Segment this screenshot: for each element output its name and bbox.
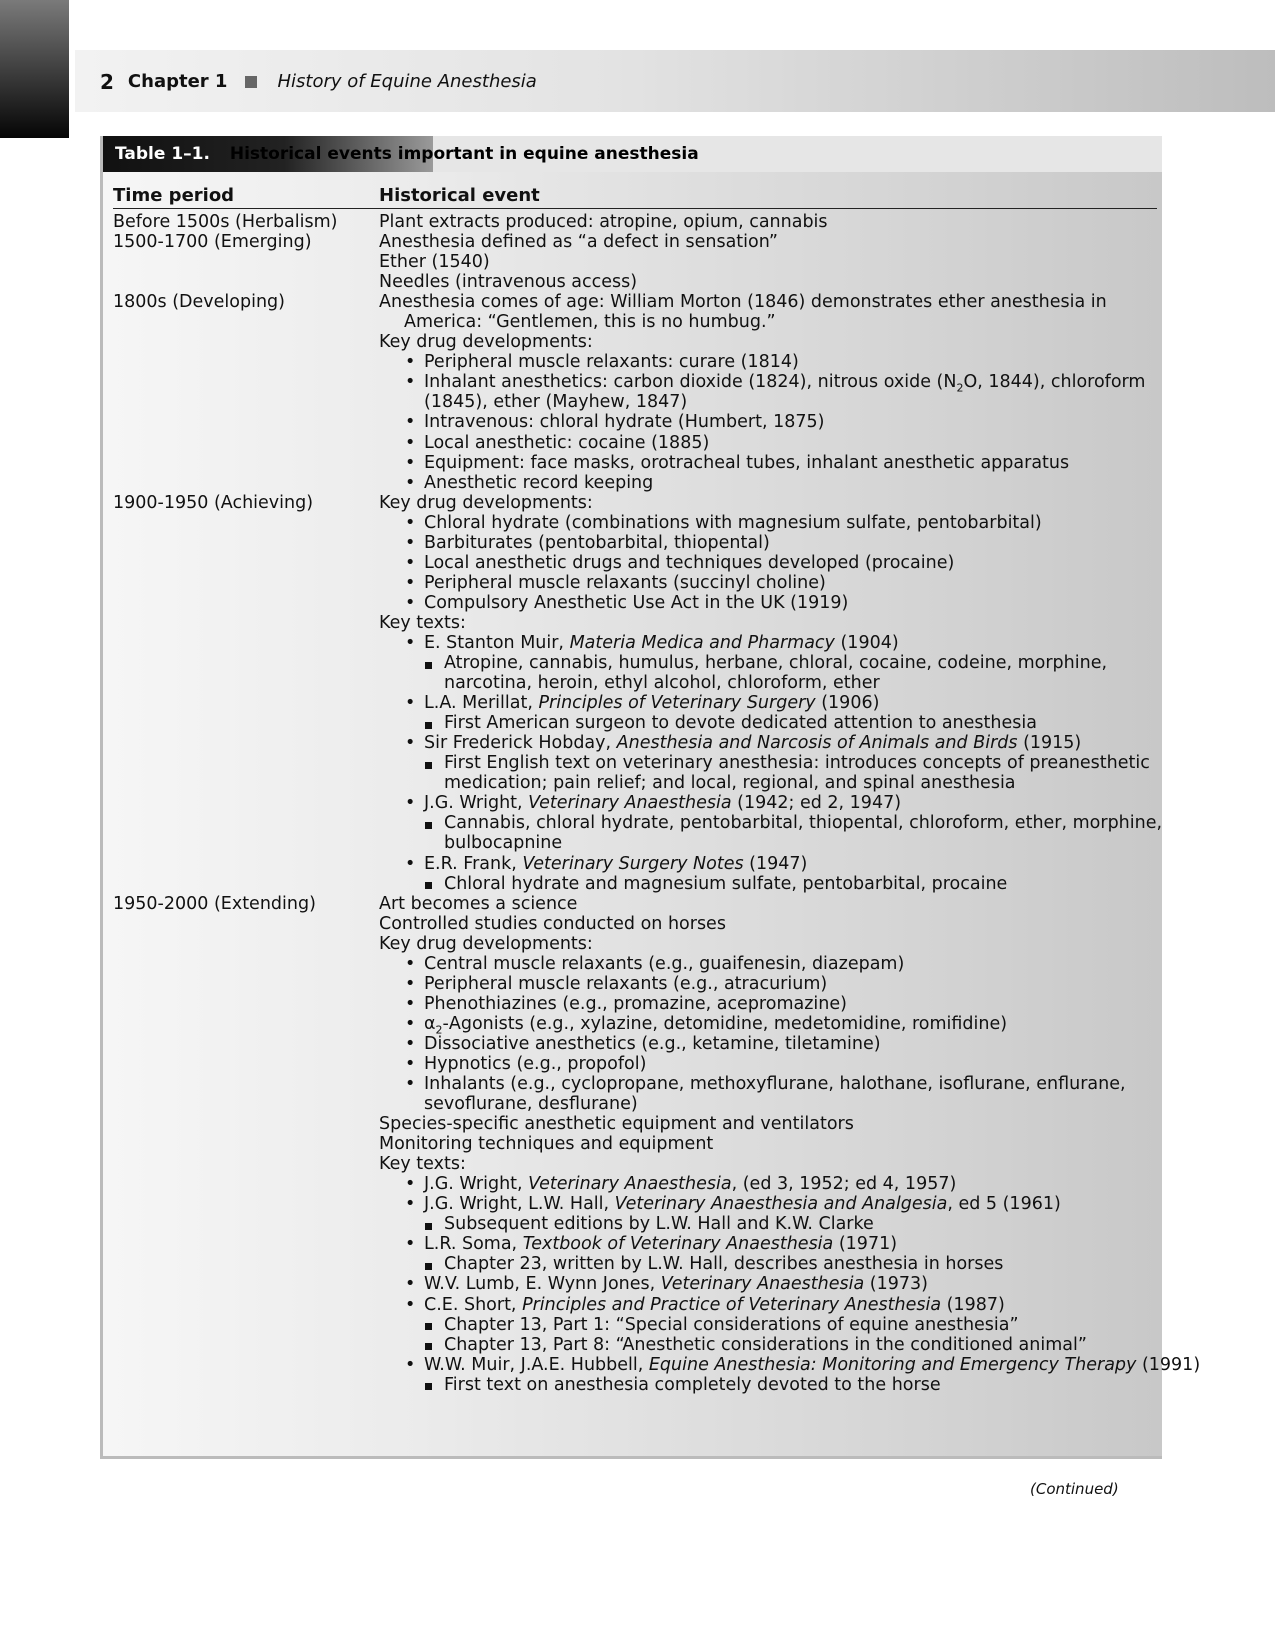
event-line xyxy=(379,974,1149,994)
event-line xyxy=(379,352,1149,372)
event-line xyxy=(379,733,1149,753)
bullet-square-icon xyxy=(425,874,444,894)
event-line xyxy=(379,412,1149,432)
event-line xyxy=(379,613,1149,633)
event-text: Hypnotics (e.g., propofol) xyxy=(424,1053,647,1074)
event-line xyxy=(379,713,1149,733)
bullet-dot-icon: • xyxy=(405,572,416,593)
event-line xyxy=(379,813,1163,834)
event-line xyxy=(379,854,1149,874)
event-text: Dissociative anesthetics (e.g., ketamine, tiletamine) xyxy=(424,1033,881,1054)
event-line xyxy=(379,894,1149,914)
event-line xyxy=(379,914,1149,934)
event-line xyxy=(379,1034,1149,1054)
event-line xyxy=(379,633,1149,653)
event-line xyxy=(379,1354,1201,1375)
event-column xyxy=(379,212,1201,1395)
table-caption xyxy=(115,142,699,166)
event-text: First American surgeon to devote dedicated attention to anesthesia xyxy=(444,713,1037,734)
bullet-square-icon xyxy=(425,1214,444,1234)
bullet-dot-icon: • xyxy=(405,1354,416,1375)
event-text: J.G. Wright, Veterinary Anaesthesia, (ed 3, 1952; ed 4, 1957) xyxy=(424,1174,957,1195)
event-line xyxy=(379,533,1149,553)
bullet-dot-icon: • xyxy=(405,452,416,473)
bullet-dot-icon: • xyxy=(405,592,416,613)
time-period-label: Before 1500s (Herbalism) xyxy=(113,212,338,232)
page-number: 2 xyxy=(100,70,114,94)
event-text: Ether (1540) xyxy=(379,252,490,273)
event-line xyxy=(379,934,1149,954)
event-text: Key texts: xyxy=(379,1154,466,1175)
bullet-dot-icon: • xyxy=(405,1053,416,1074)
event-line xyxy=(379,593,1149,613)
event-line xyxy=(379,1295,1149,1315)
event-line xyxy=(379,392,1149,412)
event-line xyxy=(379,252,1149,272)
event-text: Anesthesia defined as “a defect in sensation” xyxy=(379,232,778,253)
bullet-dot-icon: • xyxy=(405,412,416,433)
event-text: Intravenous: chloral hydrate (Humbert, 1875) xyxy=(424,412,825,433)
event-text: Key texts: xyxy=(379,612,466,633)
bullet-dot-icon: • xyxy=(405,1174,416,1195)
event-text: narcotina, heroin, ethyl alcohol, chloroform, ether xyxy=(444,673,880,694)
event-line xyxy=(379,1094,1149,1114)
bullet-square-icon xyxy=(425,653,444,673)
event-text: Chloral hydrate and magnesium sulfate, pentobarbital, procaine xyxy=(444,873,1008,894)
event-line xyxy=(379,1134,1149,1154)
time-period-label: 1800s (Developing) xyxy=(113,292,285,313)
table-number: Table 1–1. xyxy=(115,144,210,164)
bullet-dot-icon: • xyxy=(405,1013,416,1034)
event-text: Key drug developments: xyxy=(379,332,593,353)
event-text: First text on anesthesia completely devoted to the horse xyxy=(444,1374,941,1395)
event-text: Inhalant anesthetics: carbon dioxide (1824), nitrous oxide ($N_2O$, 1844), chloroform xyxy=(424,372,1146,395)
bullet-dot-icon: • xyxy=(405,1294,416,1315)
event-text: Anesthesia comes of age: William Morton (1846) demonstrates ether anesthesia in xyxy=(379,292,1107,313)
table-caption-bar xyxy=(103,136,1162,172)
separator-square-icon xyxy=(245,76,257,88)
event-text: Chloral hydrate (combinations with magnesium sulfate, pentobarbital) xyxy=(424,512,1042,533)
event-line xyxy=(379,693,1149,713)
event-line xyxy=(379,653,1149,673)
bullet-square-icon xyxy=(425,1315,444,1335)
event-text: First English text on veterinary anesthesia: introduces concepts of preanesthetic xyxy=(444,753,1150,774)
event-text: E. Stanton Muir, Materia Medica and Pharmacy (1904) xyxy=(424,632,899,653)
event-text: Phenothiazines (e.g., promazine, acepromazine) xyxy=(424,993,847,1014)
bullet-dot-icon: • xyxy=(405,973,416,994)
event-line xyxy=(379,1194,1149,1214)
column-header-historical-event: Historical event xyxy=(379,185,540,206)
event-line xyxy=(379,673,1149,693)
time-period-label: 1900-1950 (Achieving) xyxy=(113,492,314,513)
bullet-square-icon xyxy=(425,1335,444,1355)
bullet-dot-icon: • xyxy=(405,993,416,1014)
event-text: America: “Gentlemen, this is no humbug.” xyxy=(404,312,776,333)
bullet-dot-icon: • xyxy=(405,953,416,974)
event-line xyxy=(379,312,1149,332)
event-line xyxy=(379,1214,1149,1234)
event-text: Chapter 13, Part 1: “Special considerations of equine anesthesia” xyxy=(444,1314,1019,1335)
bullet-dot-icon: • xyxy=(405,853,416,874)
event-text: Atropine, cannabis, humulus, herbane, chloral, cocaine, codeine, morphine, xyxy=(444,653,1108,674)
bullet-dot-icon: • xyxy=(405,1033,416,1054)
event-line xyxy=(379,954,1149,974)
event-text: Key drug developments: xyxy=(379,933,593,954)
event-line xyxy=(379,232,1149,252)
event-line xyxy=(379,1054,1149,1074)
bullet-dot-icon: • xyxy=(405,512,416,533)
bullet-dot-icon: • xyxy=(405,472,416,493)
event-text: Barbiturates (pentobarbital, thiopental) xyxy=(424,532,770,553)
event-text: J.G. Wright, Veterinary Anaesthesia (1942; ed 2, 1947) xyxy=(424,793,902,814)
event-text: $\alpha_2$-Agonists (e.g., xylazine, detomidine, medetomidine, romifidine) xyxy=(424,1013,1008,1037)
event-text: Controlled studies conducted on horses xyxy=(379,913,726,934)
bullet-dot-icon: • xyxy=(405,432,416,453)
event-text: Central muscle relaxants (e.g., guaifenesin, diazepam) xyxy=(424,953,905,974)
event-text: medication; pain relief; and local, regional, and spinal anesthesia xyxy=(444,773,1016,794)
event-line xyxy=(379,1154,1149,1174)
event-line xyxy=(379,493,1149,513)
running-title: History of Equine Anesthesia xyxy=(277,71,537,92)
event-line xyxy=(379,1174,1149,1194)
event-text: Equipment: face masks, orotracheal tubes, inhalant anesthetic apparatus xyxy=(424,452,1070,473)
event-text: Art becomes a science xyxy=(379,893,578,914)
event-text: Anesthetic record keeping xyxy=(424,472,654,493)
bullet-square-icon xyxy=(425,713,444,733)
event-line xyxy=(379,1074,1149,1094)
bullet-square-icon xyxy=(425,1254,444,1274)
event-text: bulbocapnine xyxy=(444,833,563,854)
event-line xyxy=(379,1315,1149,1335)
event-line xyxy=(379,292,1149,312)
event-text: W.V. Lumb, E. Wynn Jones, Veterinary Anaesthesia (1973) xyxy=(424,1274,928,1295)
bullet-dot-icon: • xyxy=(405,1194,416,1215)
event-line xyxy=(379,372,1149,395)
event-line xyxy=(379,473,1149,493)
history-table xyxy=(100,136,1201,1459)
event-text: Sir Frederick Hobday, Anesthesia and Narcosis of Animals and Birds (1915) xyxy=(424,733,1082,754)
event-text: C.E. Short, Principles and Practice of Veterinary Anesthesia (1987) xyxy=(424,1294,1005,1315)
bullet-square-icon xyxy=(425,753,444,773)
event-text: Peripheral muscle relaxants (e.g., atracurium) xyxy=(424,973,828,994)
event-text: Subsequent editions by L.W. Hall and K.W. Clarke xyxy=(444,1214,874,1235)
event-line xyxy=(379,272,1149,292)
event-text: Inhalants (e.g., cyclopropane, methoxyflurane, halothane, isoflurane, enflurane, xyxy=(424,1074,1126,1095)
bullet-dot-icon: • xyxy=(405,793,416,814)
event-line xyxy=(379,994,1149,1014)
event-line xyxy=(379,1254,1149,1274)
event-text: Plant extracts produced: atropine, opium, cannabis xyxy=(379,212,828,232)
event-text: Chapter 13, Part 8: “Anesthetic considerations in the conditioned animal” xyxy=(444,1334,1087,1355)
chapter-label: Chapter 1 xyxy=(127,71,228,92)
column-header-time-period: Time period xyxy=(113,185,235,206)
event-line xyxy=(379,332,1149,352)
bullet-square-icon xyxy=(425,1375,444,1395)
time-period-label: 1500-1700 (Emerging) xyxy=(113,232,312,253)
event-line xyxy=(379,793,1149,813)
event-text: Needles (intravenous access) xyxy=(379,272,638,293)
table-title: Historical events important in equine anesthesia xyxy=(229,144,699,164)
event-text: Species-specific anesthetic equipment and ventilators xyxy=(379,1114,854,1135)
event-line xyxy=(379,433,1149,453)
bullet-dot-icon: • xyxy=(405,372,416,393)
corner-tab-decoration xyxy=(0,0,69,138)
event-line xyxy=(379,1013,1149,1037)
event-text: sevoflurane, desflurane) xyxy=(424,1094,638,1115)
event-text: Chapter 23, written by L.W. Hall, describes anesthesia in horses xyxy=(444,1254,1004,1275)
running-header xyxy=(100,70,537,94)
event-line xyxy=(379,874,1149,894)
bullet-dot-icon: • xyxy=(405,352,416,373)
bullet-dot-icon: • xyxy=(405,693,416,714)
event-text: E.R. Frank, Veterinary Surgery Notes (1947) xyxy=(424,853,808,874)
bullet-dot-icon: • xyxy=(405,1074,416,1095)
event-line xyxy=(379,573,1149,593)
time-period-label: 1950-2000 (Extending) xyxy=(113,893,316,914)
event-text: J.G. Wright, L.W. Hall, Veterinary Anaesthesia and Analgesia, ed 5 (1961) xyxy=(424,1194,1061,1215)
event-text: Local anesthetic drugs and techniques developed (procaine) xyxy=(424,552,955,573)
event-text: (1845), ether (Mayhew, 1847) xyxy=(424,392,688,413)
bullet-square-icon xyxy=(425,813,444,833)
bullet-dot-icon: • xyxy=(405,532,416,553)
event-line xyxy=(379,1234,1149,1254)
event-line xyxy=(379,513,1149,533)
continued-note: (Continued) xyxy=(1030,1480,1119,1498)
bullet-dot-icon: • xyxy=(405,1234,416,1255)
event-text: W.W. Muir, J.A.E. Hubbell, Equine Anesthesia: Monitoring and Emergency Therapy (1991) xyxy=(424,1354,1201,1375)
bullet-dot-icon: • xyxy=(405,552,416,573)
event-text: Peripheral muscle relaxants: curare (1814) xyxy=(424,352,799,373)
bullet-dot-icon: • xyxy=(405,733,416,754)
event-text: Compulsory Anesthetic Use Act in the UK (1919) xyxy=(424,592,849,613)
event-text: L.R. Soma, Textbook of Veterinary Anaesthesia (1971) xyxy=(424,1234,898,1255)
event-line xyxy=(379,1335,1149,1355)
event-line xyxy=(379,453,1149,473)
event-text: Key drug developments: xyxy=(379,492,593,513)
event-line xyxy=(379,553,1149,573)
event-line xyxy=(379,833,1149,853)
header-rule xyxy=(113,208,1157,209)
event-text: L.A. Merillat, Principles of Veterinary Surgery (1906) xyxy=(424,693,880,714)
event-text: Monitoring techniques and equipment xyxy=(379,1134,714,1155)
event-line xyxy=(379,1375,1149,1395)
event-line xyxy=(379,773,1149,793)
bullet-dot-icon: • xyxy=(405,632,416,653)
event-text: Peripheral muscle relaxants (succinyl choline) xyxy=(424,572,826,593)
event-text: Cannabis, chloral hydrate, pentobarbital, thiopental, chloroform, ether, morphine, xyxy=(444,813,1163,834)
event-text: Local anesthetic: cocaine (1885) xyxy=(424,432,710,453)
event-line xyxy=(379,1114,1149,1134)
event-line xyxy=(379,1274,1149,1294)
bullet-dot-icon: • xyxy=(405,1274,416,1295)
event-line xyxy=(379,212,1149,232)
event-line xyxy=(379,753,1149,773)
